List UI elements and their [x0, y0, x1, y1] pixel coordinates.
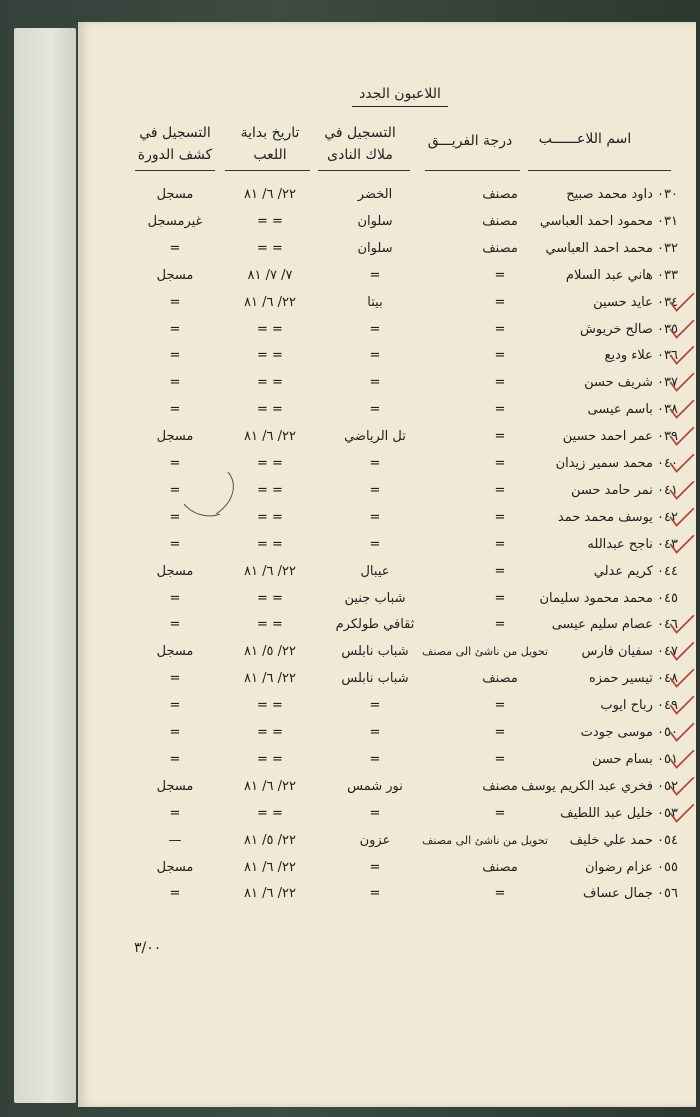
header-underline-grade [425, 170, 520, 171]
start-date-cell: = = [257, 590, 283, 606]
team-grade-cell: = [494, 267, 506, 283]
tournament-registration-cell: = [169, 294, 181, 310]
player-name-cell: ٠٤٨ تيسير حمزه [589, 671, 678, 687]
red-check-mark-icon [668, 425, 696, 449]
table-row [0, 696, 700, 722]
table-row [0, 535, 700, 561]
table-row [0, 777, 700, 803]
tournament-registration-cell: = [169, 402, 181, 418]
tournament-registration-cell: = [169, 590, 181, 606]
red-check-mark-icon [668, 775, 696, 799]
club-registration-cell: تل الرياضي [344, 429, 406, 445]
club-registration-cell: سلوان [357, 213, 393, 229]
player-name-cell: ٠٤٥ محمد محمود سليمان [539, 590, 678, 606]
start-date-cell: = = [257, 402, 283, 418]
club-registration-cell: = [369, 536, 381, 552]
player-name-cell: ٠٥٦ جمال عساف [583, 886, 678, 902]
club-registration-cell: بيتا [367, 294, 383, 310]
column-header-registration [130, 122, 220, 166]
start-date-cell: ٢٢/ ٦/ ٨١ [244, 429, 296, 445]
red-check-mark-icon [668, 318, 696, 342]
table-row [0, 669, 700, 695]
table-row [0, 858, 700, 884]
table-row [0, 454, 700, 480]
column-header-date-line2: اللعب [253, 147, 287, 163]
player-name-cell: ٠٣٦ علاء وديع [604, 348, 678, 364]
table-row [0, 508, 700, 534]
start-date-cell: ٧/ ٧/ ٨١ [247, 267, 293, 283]
player-name-cell: ٠٣٤ عايد حسين [593, 294, 678, 310]
red-check-mark-icon [668, 748, 696, 772]
club-registration-cell: = [369, 267, 381, 283]
red-check-mark-icon [668, 506, 696, 530]
club-registration-cell: = [369, 509, 381, 525]
table-row [0, 400, 700, 426]
player-name-cell: ٠٤٢ يوسف محمد حمد [557, 509, 678, 525]
player-name-cell: ٠٣٨ باسم عيسى [587, 402, 678, 418]
tournament-registration-cell: غيرمسجل [147, 213, 203, 229]
start-date-cell: = = [257, 213, 283, 229]
player-name-cell: ٠٤٣ ناجح عبدالله [587, 536, 678, 552]
start-date-cell: = = [257, 698, 283, 714]
club-registration-cell: شباب جنين [344, 590, 406, 606]
header-underline-date [225, 170, 310, 171]
table-row [0, 481, 700, 507]
club-registration-cell: عزون [359, 832, 391, 848]
column-header-name [530, 128, 640, 150]
player-name-cell: ٠٥١ بسام حسن [592, 751, 678, 767]
column-header-registration-line1: التسجيل في [139, 125, 211, 141]
table-row [0, 589, 700, 615]
column-header-date [225, 122, 315, 166]
red-check-mark-icon [668, 802, 696, 826]
column-header-club [315, 122, 405, 166]
start-date-cell: = = [257, 482, 283, 498]
header-underline-club [318, 170, 410, 171]
player-name-cell: ٠٤٠ محمد سمير زيدان [555, 456, 678, 471]
team-grade-cell: مصنف [482, 778, 518, 794]
tournament-registration-cell: مسجل [156, 563, 194, 579]
red-check-mark-icon [668, 533, 696, 557]
tournament-registration-cell: = [169, 321, 181, 337]
start-date-cell: ٢٢/ ٦/ ٨١ [244, 859, 296, 875]
table-row [0, 320, 700, 346]
start-date-cell: = = [257, 536, 283, 552]
column-header-club-line2: ملاك النادى [327, 147, 393, 163]
player-name-cell: ٠٤٦ عصام سليم عيسى [551, 617, 678, 633]
tournament-registration-cell: = [169, 456, 181, 471]
team-grade-cell: = [494, 348, 506, 364]
club-registration-cell: نور شمس [347, 778, 403, 794]
red-check-mark-icon [668, 667, 696, 691]
start-date-cell: ٢٢/ ٦/ ٨١ [244, 187, 296, 202]
column-header-name-text: اسم اللاعــــــب [538, 131, 632, 147]
start-date-cell: ٢٢/ ٥/ ٨١ [244, 832, 296, 848]
player-name-cell: ٠٤١ نمر حامد حسن [571, 482, 678, 498]
team-grade-cell: = [494, 751, 506, 767]
club-registration-cell: = [369, 751, 381, 767]
tournament-registration-cell: = [169, 671, 181, 687]
start-date-cell: ٢٢/ ٦/ ٨١ [244, 294, 296, 310]
player-name-cell: ٠٥٥ عزام رضوان [585, 859, 678, 875]
header-underline-name [528, 170, 671, 171]
start-date-cell: = = [257, 321, 283, 337]
club-registration-cell: شباب نابلس [341, 671, 409, 687]
player-name-cell: ٠٣١ محمود احمد العباسي [539, 213, 678, 229]
table-row [0, 750, 700, 776]
red-check-mark-icon [668, 721, 696, 745]
team-grade-cell: تحويل من ناشئ الى مصنف [421, 645, 548, 659]
club-registration-cell: = [369, 348, 381, 364]
team-grade-cell: = [494, 725, 506, 740]
red-check-mark-icon [668, 479, 696, 503]
tournament-registration-cell: مسجل [156, 267, 194, 283]
start-date-cell: = = [257, 375, 283, 391]
tournament-registration-cell: مسجل [156, 644, 194, 660]
start-date-cell: = = [257, 348, 283, 364]
table-row [0, 831, 700, 857]
start-date-cell: ٢٢/ ٦/ ٨١ [244, 886, 296, 902]
red-check-mark-icon [668, 694, 696, 718]
tournament-registration-cell: مسجل [156, 778, 194, 794]
player-name-cell: ٠٤٩ رباح ايوب [600, 698, 678, 714]
club-registration-cell: = [369, 859, 381, 875]
tournament-registration-cell: مسجل [156, 859, 194, 875]
table-row [0, 212, 700, 238]
player-name-cell: ٠٣٢ محمد احمد العباسي [545, 240, 678, 256]
column-header-grade [420, 130, 520, 152]
club-registration-cell: = [369, 321, 381, 337]
table-row [0, 615, 700, 641]
team-grade-cell: = [494, 536, 506, 552]
club-registration-cell: = [369, 725, 381, 740]
column-header-grade-text: درجة الفريـــق [427, 133, 513, 149]
start-date-cell: ٢٢/ ٦/ ٨١ [244, 778, 296, 794]
column-header-date-line1: تاريخ بداية [240, 125, 300, 141]
red-check-mark-icon [668, 398, 696, 422]
team-grade-cell: = [494, 294, 506, 310]
player-name-cell: ٠٣٩ عمر احمد حسين [562, 429, 678, 445]
tournament-registration-cell: — [168, 832, 182, 848]
column-header-registration-line2: كشف الدورة [137, 147, 213, 163]
tournament-registration-cell: = [169, 698, 181, 714]
club-registration-cell: = [369, 482, 381, 498]
team-grade-cell: = [494, 886, 506, 902]
club-registration-cell: الخضر [357, 187, 393, 202]
red-check-mark-icon [668, 613, 696, 637]
table-row [0, 427, 700, 453]
start-date-cell: = = [257, 805, 283, 821]
tournament-registration-cell: = [169, 751, 181, 767]
start-date-cell: = = [257, 725, 283, 740]
team-grade-cell: = [494, 456, 506, 471]
start-date-cell: = = [257, 509, 283, 525]
team-grade-cell: تحويل من ناشئ الى مصنف [421, 833, 548, 847]
team-grade-cell: = [494, 805, 506, 821]
club-registration-cell: = [369, 402, 381, 418]
club-registration-cell: = [369, 886, 381, 902]
club-registration-cell: = [369, 375, 381, 391]
tournament-registration-cell: = [169, 240, 181, 256]
pencil-scribble [180, 470, 240, 520]
tournament-registration-cell: مسجل [156, 429, 194, 445]
red-check-mark-icon [668, 452, 696, 476]
team-grade-cell: = [494, 402, 506, 418]
tournament-registration-cell: = [169, 536, 181, 552]
team-grade-cell: = [494, 617, 506, 633]
table-row [0, 562, 700, 588]
team-grade-cell: مصنف [482, 213, 518, 229]
table-row [0, 293, 700, 319]
team-grade-cell: = [494, 698, 506, 714]
tournament-registration-cell: مسجل [156, 187, 194, 202]
club-registration-cell: = [369, 805, 381, 821]
tournament-registration-cell: = [169, 617, 181, 633]
club-registration-cell: سلوان [357, 240, 393, 256]
header-underline-registration [135, 170, 215, 171]
player-name-cell: ٠٥٠ موسى جودت [580, 725, 678, 740]
team-grade-cell: = [494, 509, 506, 525]
team-grade-cell: مصنف [482, 859, 518, 875]
team-grade-cell: مصنف [482, 671, 518, 687]
column-header-club-line1: التسجيل في [324, 125, 396, 141]
table-row [0, 723, 700, 749]
team-grade-cell: = [494, 321, 506, 337]
table-row [0, 804, 700, 830]
table-row [0, 185, 700, 211]
tournament-registration-cell: = [169, 725, 181, 740]
tournament-registration-cell: = [169, 886, 181, 902]
table-row [0, 884, 700, 910]
page-title: اللاعبون الجدد [359, 86, 441, 102]
team-grade-cell: مصنف [482, 187, 518, 202]
club-registration-cell: ثقافي طولكرم [335, 617, 415, 633]
player-name-cell: ٠٣٠ داود محمد صبيح [566, 187, 678, 202]
start-date-cell: ٢٢/ ٦/ ٨١ [244, 563, 296, 579]
team-grade-cell: = [494, 590, 506, 606]
team-grade-cell: = [494, 482, 506, 498]
start-date-cell: = = [257, 456, 283, 471]
player-name-cell: ٠٤٧ سفيان فارس [581, 644, 678, 660]
team-grade-cell: = [494, 563, 506, 579]
tournament-registration-cell: = [169, 375, 181, 391]
club-registration-cell: = [369, 456, 381, 471]
start-date-cell: = = [257, 240, 283, 256]
player-name-cell: ٠٤٤ كريم عدلي [593, 563, 678, 579]
red-check-mark-icon [668, 291, 696, 315]
tournament-registration-cell: = [169, 348, 181, 364]
player-name-cell: ٠٣٣ هاني عبد السلام [565, 267, 678, 283]
tournament-registration-cell: = [169, 509, 181, 525]
player-name-cell: ٠٥٤ حمد علي خليف [569, 832, 678, 848]
start-date-cell: ٢٢/ ٦/ ٨١ [244, 671, 296, 687]
club-registration-cell: = [369, 698, 381, 714]
red-check-mark-icon [668, 344, 696, 368]
player-name-cell: ٠٣٥ صالح خريوش [580, 321, 678, 337]
player-name-cell: ٠٣٧ شريف حسن [584, 375, 678, 391]
table-row [0, 373, 700, 399]
start-date-cell: = = [257, 751, 283, 767]
table-row [0, 266, 700, 292]
table-row [0, 642, 700, 668]
page-number: ٣/٠٠ [134, 940, 162, 956]
club-registration-cell: شباب نابلس [341, 644, 409, 660]
start-date-cell: ٢٢/ ٥/ ٨١ [244, 644, 296, 660]
table-row [0, 239, 700, 265]
tournament-registration-cell: = [169, 482, 181, 498]
club-registration-cell: عيبال [360, 563, 390, 579]
start-date-cell: = = [257, 617, 283, 633]
red-check-mark-icon [668, 640, 696, 664]
red-check-mark-icon [668, 371, 696, 395]
title-underline [352, 106, 448, 107]
player-name-cell: ٠٥٣ خليل عبد اللطيف [560, 805, 678, 821]
team-grade-cell: مصنف [482, 240, 518, 256]
team-grade-cell: = [494, 429, 506, 445]
team-grade-cell: = [494, 375, 506, 391]
table-row [0, 346, 700, 372]
tournament-registration-cell: = [169, 805, 181, 821]
player-name-cell: ٠٥٢ فخري عبد الكريم يوسف [521, 778, 678, 794]
